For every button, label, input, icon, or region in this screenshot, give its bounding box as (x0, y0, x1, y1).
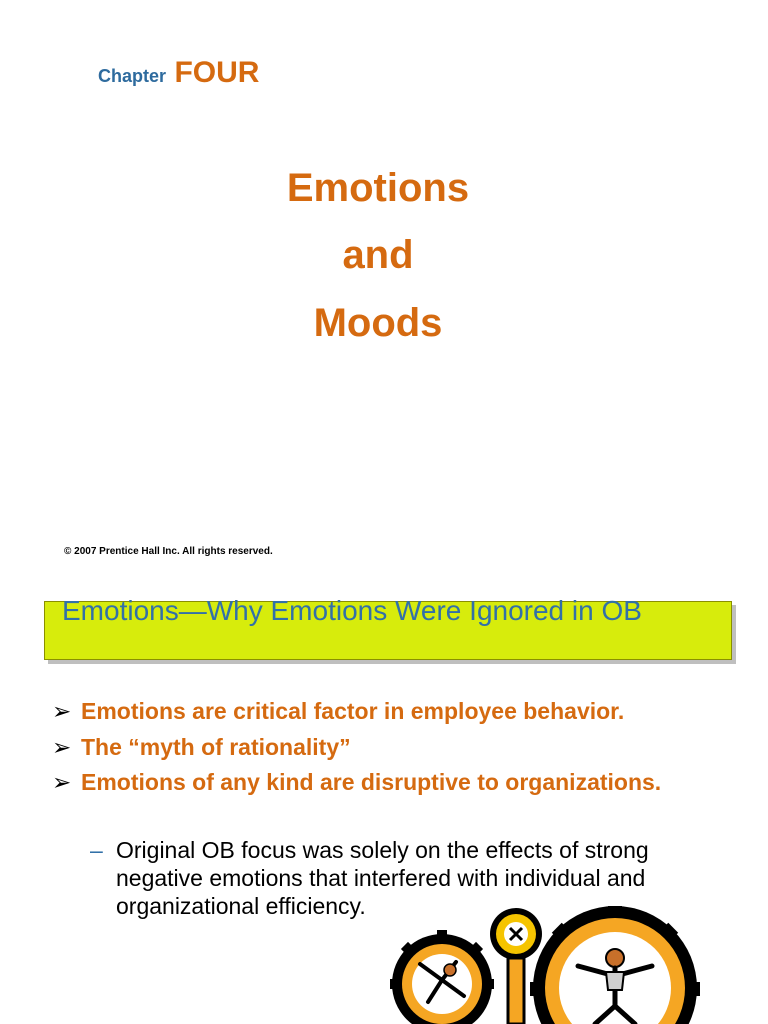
dash-bullet-icon: – (90, 837, 103, 863)
right-gear-icon (530, 906, 700, 1024)
gears-and-workers-icon (390, 906, 710, 1024)
bullet-item (52, 732, 732, 763)
bullet-item (52, 767, 732, 798)
chapter-label (98, 56, 259, 90)
bullet-item (52, 696, 732, 727)
arrow-bullet-icon: ➢ (52, 769, 72, 795)
title-line-2: and (342, 233, 414, 277)
chapter-word: Chapter (98, 66, 167, 86)
bullet-text: The “myth of rationality” (81, 734, 351, 760)
small-gear-icon (490, 908, 542, 960)
slide-heading: Emotions—Why Emotions Were Ignored in OB (62, 595, 642, 626)
arrow-bullet-icon: ➢ (52, 734, 72, 760)
title-line-1: Emotions (286, 166, 470, 210)
bullet-text: Emotions are critical factor in employee behavior. (81, 698, 625, 724)
chapter-number: FOUR (174, 56, 260, 89)
sub-bullet-text: Original OB focus was solely on the effects of strong negative emotions that interfered with individual and organizational efficiency. (116, 837, 649, 919)
copyright-notice: © 2007 Prentice Hall Inc. All rights reserved. (64, 546, 273, 557)
arrow-bullet-icon: ➢ (52, 698, 72, 724)
title-line-3: Moods (313, 301, 443, 345)
left-gear-icon (390, 930, 494, 1024)
bullet-text: Emotions of any kind are disruptive to organizations. (81, 769, 662, 795)
